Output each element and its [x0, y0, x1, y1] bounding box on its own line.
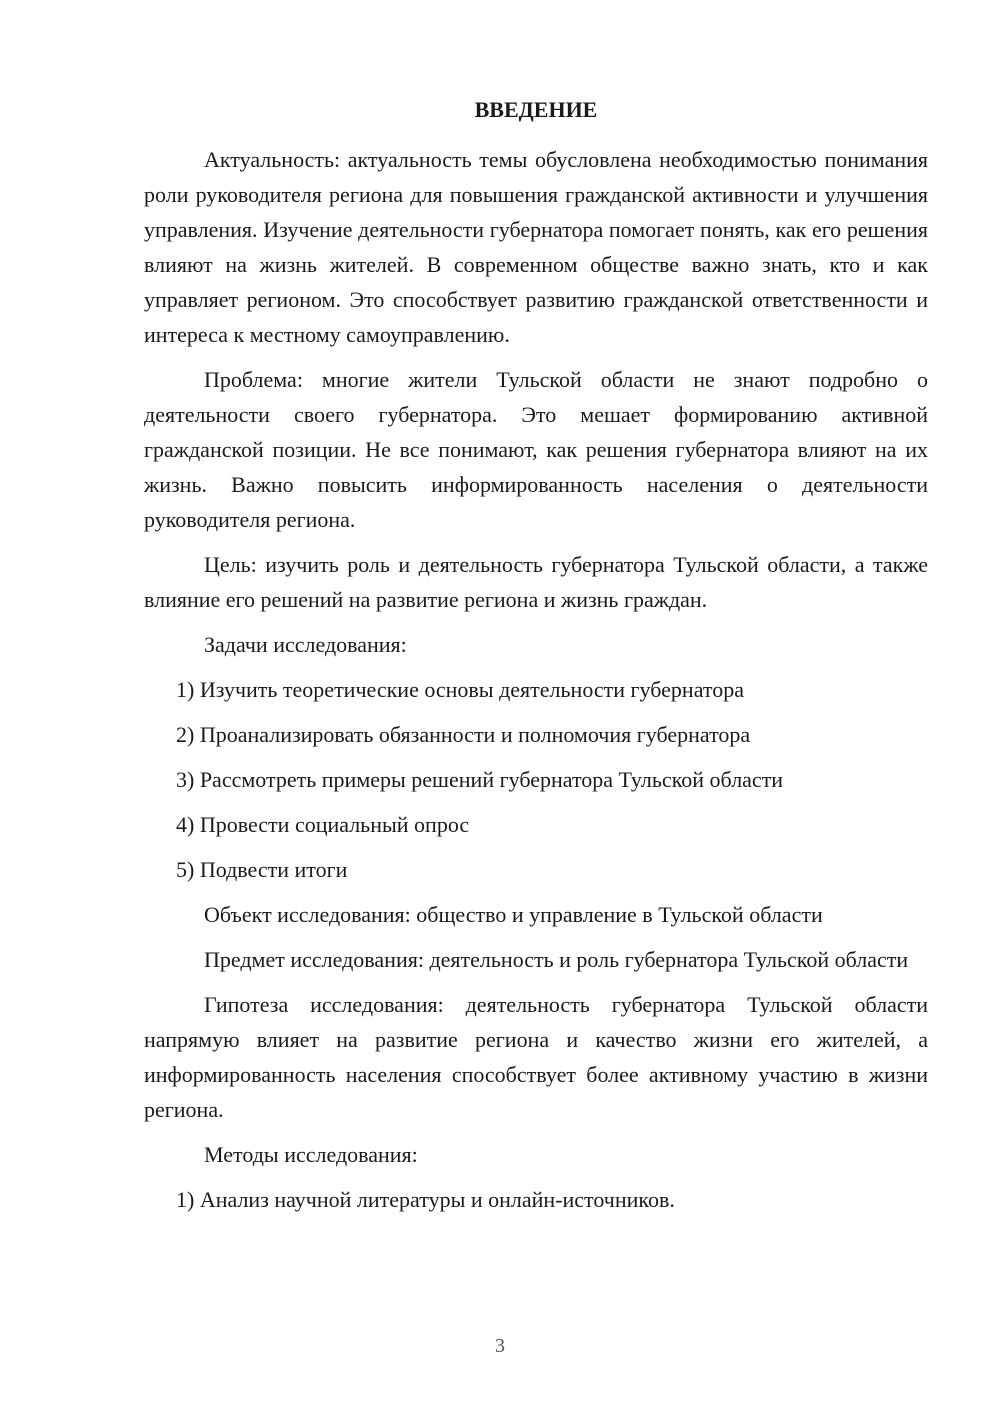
tasks-heading: Задачи исследования: — [204, 632, 407, 657]
methods-heading: Методы исследования: — [204, 1142, 418, 1167]
methods-list — [144, 1182, 928, 1217]
page-content — [144, 92, 928, 1227]
tasks-list — [144, 672, 928, 887]
list-item: 1) Анализ научной литературы и онлайн-источников. — [176, 1187, 675, 1212]
list-item: 1) Изучить теоретические основы деятельности губернатора — [176, 677, 744, 702]
list-item: 2) Проанализировать обязанности и полномочия губернатора — [176, 722, 751, 747]
page-number: 3 — [495, 1335, 505, 1357]
object-paragraph: Объект исследования: общество и управление в Тульской области — [204, 902, 823, 927]
page-title: ВВЕДЕНИЕ — [474, 97, 598, 122]
relevance-paragraph: Актуальность: актуальность темы обусловлена необходимостью понимания роли руководителя региона для повышения гражданской активности и улучшения управления. Изучение деятельности губернатора помогает понять, как его решения влияют на жизнь жителей. В современном обществе важно знать, кто и как управляет регионом. Это способствует развитию гражданской ответственности и интереса к местному самоуправлению. — [144, 147, 928, 347]
list-item: 5) Подвести итоги — [176, 857, 348, 882]
goal-paragraph: Цель: изучить роль и деятельность губернатора Тульской области, а также влияние его решений на развитие региона и жизнь граждан. — [144, 552, 928, 612]
subject-paragraph: Предмет исследования: деятельность и роль губернатора Тульской области — [204, 947, 909, 972]
list-item: 4) Провести социальный опрос — [176, 812, 470, 837]
list-item: 3) Рассмотреть примеры решений губернатора Тульской области — [176, 767, 784, 792]
hypothesis-paragraph: Гипотеза исследования: деятельность губернатора Тульской области напрямую влияет на развитие региона и качество жизни его жителей, а информированность населения способствует более активному участию в жизни региона. — [144, 992, 928, 1122]
problem-paragraph: Проблема: многие жители Тульской области не знают подробно о деятельности своего губернатора. Это мешает формированию активной гражданской позиции. Не все понимают, как решения губернатора влияют на их жизнь. Важно повысить информированность населения о деятельности руководителя региона. — [144, 367, 928, 532]
